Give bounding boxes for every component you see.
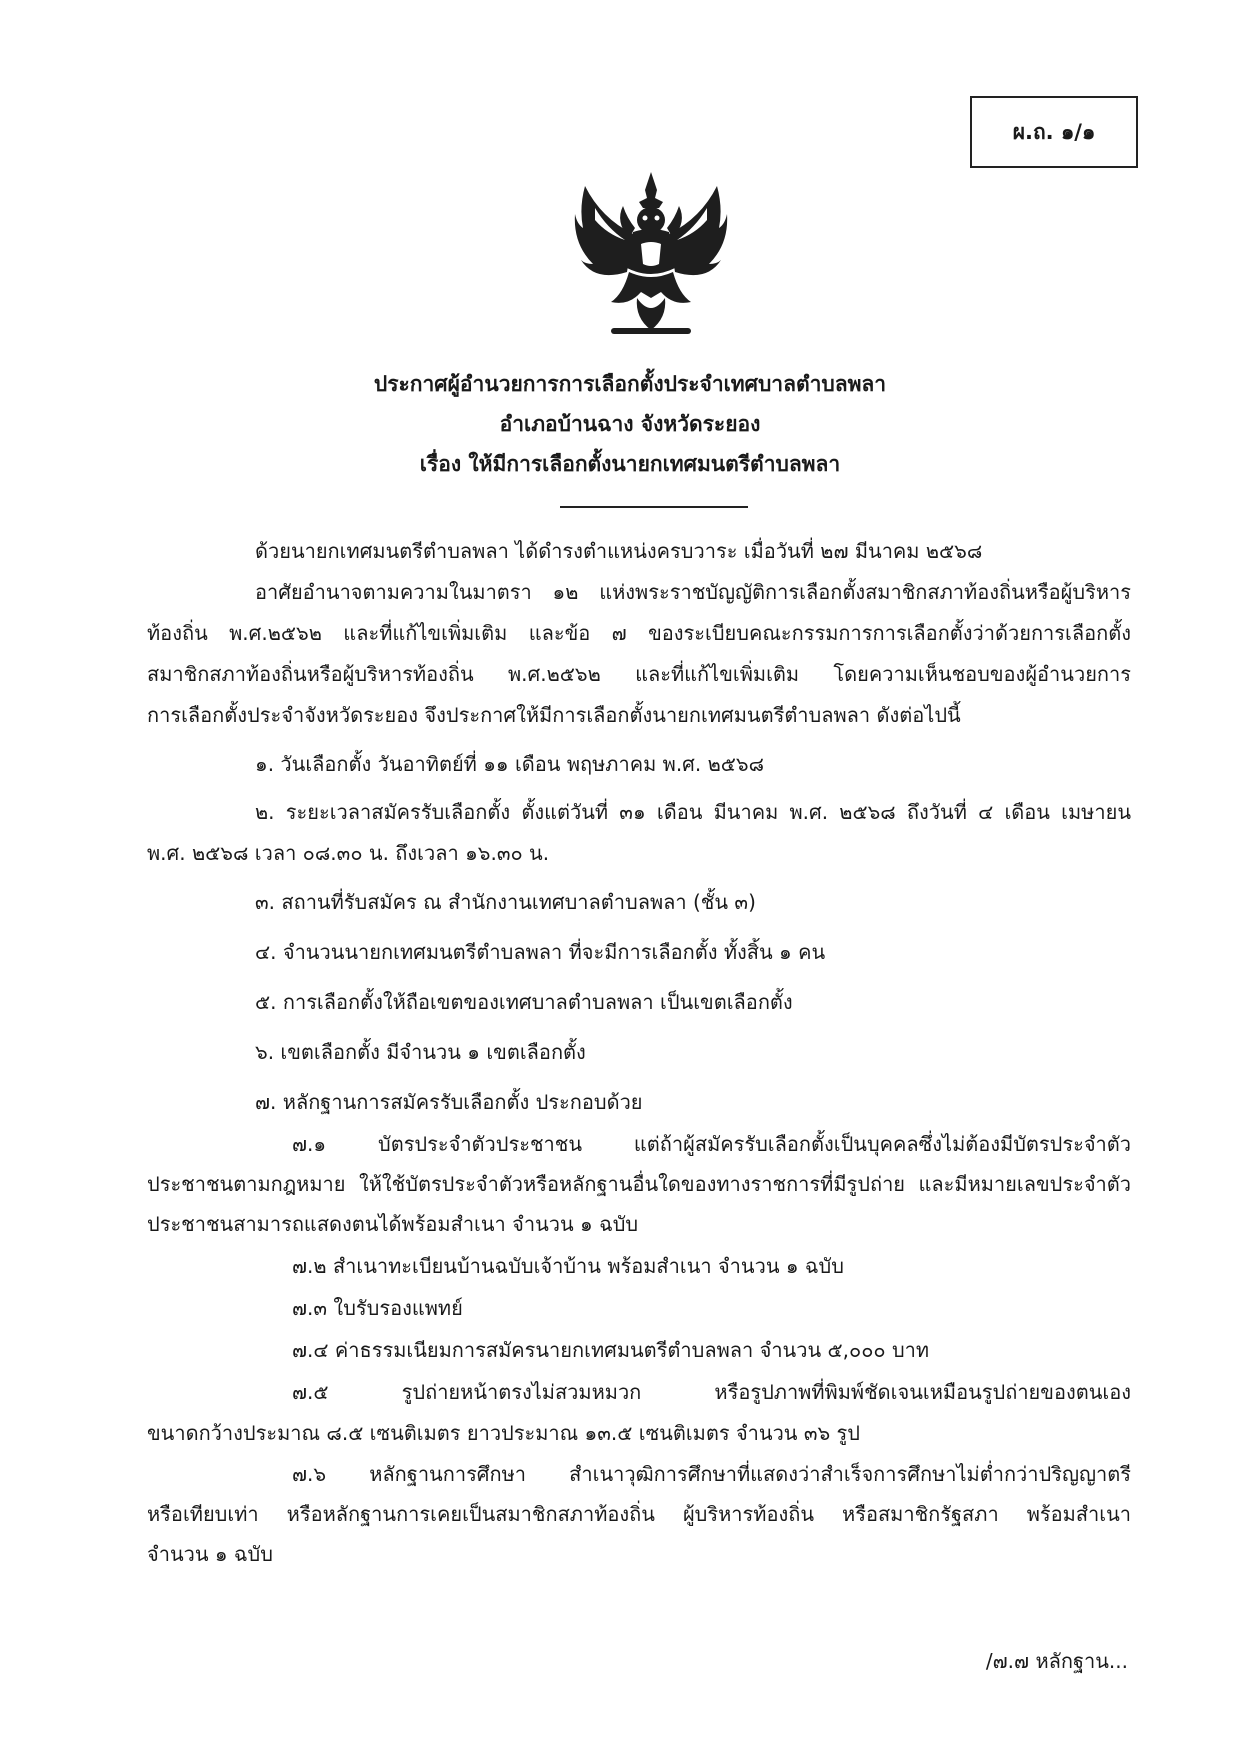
intro-line-5: การเลือกตั้งประจำจังหวัดระยอง จึงประกาศให้มีการเลือกตั้งนายกเทศมนตรีตำบลพลา ดังต่อไปนี้ <box>147 703 961 727</box>
form-code: ผ.ถ. ๑/๑ <box>1012 119 1096 144</box>
item-7-2: ๗.๒ สำเนาทะเบียนบ้านฉบับเจ้าบ้าน พร้อมสำเนา จำนวน ๑ ฉบับ <box>292 1254 844 1278</box>
item-7-6-line-2: หรือเทียบเท่า หรือหลักฐานการเคยเป็นสมาชิกสภาท้องถิ่น ผู้บริหารท้องถิ่น หรือสมาชิกรัฐสภา พร้อมสำเนา <box>147 1502 1131 1526</box>
item-7-5-line-2: ขนาดกว้างประมาณ ๘.๕ เซนติเมตร ยาวประมาณ ๑๓.๕ เซนติเมตร จำนวน ๓๖ รูป <box>147 1421 860 1445</box>
item-7-3: ๗.๓ ใบรับรองแพทย์ <box>292 1296 463 1320</box>
item-7-1-line-3: ประชาชนสามารถแสดงตนได้พร้อมสำเนา จำนวน ๑ ฉบับ <box>147 1212 639 1236</box>
title-line-3: เรื่อง ให้มีการเลือกตั้งนายกเทศมนตรีตำบลพลา <box>419 452 841 476</box>
item-7: ๗. หลักฐานการสมัครรับเลือกตั้ง ประกอบด้วย <box>255 1090 643 1114</box>
intro-line-1: ด้วยนายกเทศมนตรีตำบลพลา ได้ดำรงตำแหน่งครบวาระ เมื่อวันที่ ๒๗ มีนาคม ๒๕๖๘ <box>255 539 983 563</box>
title-line-2: อำเภอบ้านฉาง จังหวัดระยอง <box>499 412 761 436</box>
item-7-6-line-1: ๗.๖ หลักฐานการศึกษา สำเนาวุฒิการศึกษาที่แสดงว่าสำเร็จการศึกษาไม่ต่ำกว่าปริญญาตรี <box>292 1462 1131 1486</box>
item-3: ๓. สถานที่รับสมัคร ณ สำนักงานเทศบาลตำบลพลา (ชั้น ๓) <box>255 890 756 914</box>
item-5: ๕. การเลือกตั้งให้ถือเขตของเทศบาลตำบลพลา เป็นเขตเลือกตั้ง <box>255 990 793 1014</box>
form-code-box <box>970 96 1138 168</box>
item-4: ๔. จำนวนนายกเทศมนตรีตำบลพลา ที่จะมีการเลือกตั้ง ทั้งสิ้น ๑ คน <box>255 940 826 964</box>
intro-line-4: สมาชิกสภาท้องถิ่นหรือผู้บริหารท้องถิ่น พ.ศ.๒๕๖๒ และที่แก้ไขเพิ่มเติม โดยความเห็นชอบของผู้อำนวยการ <box>147 662 1131 686</box>
item-7-6-line-3: จำนวน ๑ ฉบับ <box>147 1542 273 1566</box>
announcement-title <box>130 364 1130 484</box>
item-1: ๑. วันเลือกตั้ง วันอาทิตย์ที่ ๑๑ เดือน พฤษภาคม พ.ศ. ๒๕๖๘ <box>255 752 765 776</box>
intro-line-3: ท้องถิ่น พ.ศ.๒๕๖๒ และที่แก้ไขเพิ่มเติม และข้อ ๗ ของระเบียบคณะกรรมการการเลือกตั้งว่าด้วยการเลือกตั้ง <box>147 621 1131 645</box>
item-6: ๖. เขตเลือกตั้ง มีจำนวน ๑ เขตเลือกตั้ง <box>255 1040 586 1064</box>
garuda-emblem-icon <box>571 168 731 344</box>
item-7-4: ๗.๔ ค่าธรรมเนียมการสมัครนายกเทศมนตรีตำบลพลา จำนวน ๕,๐๐๐ บาท <box>292 1338 930 1362</box>
item-2-line-1: ๒. ระยะเวลาสมัครรับเลือกตั้ง ตั้งแต่วันที่ ๓๑ เดือน มีนาคม พ.ศ. ๒๕๖๘ ถึงวันที่ ๔ เดือน เมษายน <box>255 800 1131 824</box>
item-7-1-line-2: ประชาชนตามกฎหมาย ให้ใช้บัตรประจำตัวหรือหลักฐานอื่นใดของทางราชการที่มีรูปถ่าย และมีหมายเลขประจำตัว <box>147 1172 1131 1196</box>
intro-line-2: อาศัยอำนาจตามความในมาตรา ๑๒ แห่งพระราชบัญญัติการเลือกตั้งสมาชิกสภาท้องถิ่นหรือผู้บริหาร <box>255 580 1131 604</box>
item-7-1-line-1: ๗.๑ บัตรประจำตัวประชาชน แต่ถ้าผู้สมัครรับเลือกตั้งเป็นบุคคลซึ่งไม่ต้องมีบัตรประจำตัว <box>292 1132 1131 1156</box>
continuation-marker: /๗.๗ หลักฐาน... <box>985 1649 1128 1673</box>
title-line-1: ประกาศผู้อำนวยการการเลือกตั้งประจำเทศบาลตำบลพลา <box>373 372 887 396</box>
item-2-line-2: พ.ศ. ๒๕๖๘ เวลา ๐๘.๓๐ น. ถึงเวลา ๑๖.๓๐ น. <box>147 841 550 865</box>
item-7-5-line-1: ๗.๕ รูปถ่ายหน้าตรงไม่สวมหมวก หรือรูปภาพที่พิมพ์ชัดเจนเหมือนรูปถ่ายของตนเอง <box>292 1380 1131 1404</box>
title-divider <box>560 506 748 508</box>
